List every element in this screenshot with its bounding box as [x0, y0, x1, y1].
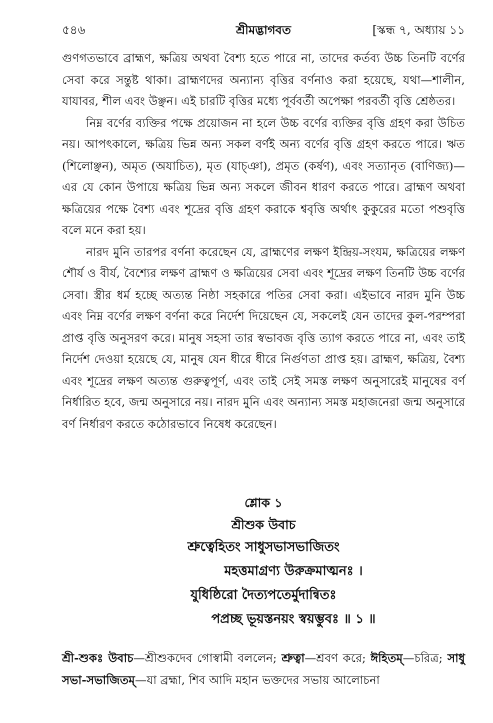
page-header — [62, 20, 465, 40]
synonym-meaning: চরিত্র; — [414, 651, 443, 665]
synonym-meaning: যা ব্রহ্মা, শিব আদি মহান ভক্তদের সভায় আলোচনা — [146, 672, 380, 687]
verse-line: মহত্তমাগ্রণ্য উরুক্রমাত্মনঃ । — [224, 564, 363, 579]
synonym-term: শ্রী-শুকঃ উবাচ — [62, 651, 134, 665]
verse-line: যুধিষ্ঠিরো দৈত্যপতের্মুদান্বিতঃ — [190, 588, 337, 603]
synonym-term: ঈহিতম্ — [370, 651, 403, 665]
purport-text — [62, 48, 465, 435]
page-number: ৫৪৬ — [62, 23, 86, 37]
synonym-term: শ্রুত্বা — [281, 651, 305, 665]
synonym-term: সাধু সভা-সভাজিতম্ — [62, 651, 465, 687]
synonyms-section: শ্রী-শুকঃ উবাচ—শ্রীশুকদেব গোস্বামী বললেন; শ্রুত্বা—শ্রবণ করে; ঈহিতম্—চরিত্র; সাধু সভা-সভাজিতম্—যা ব্রহ্মা, শিব আদি মহান ভক্তদের সভায় আলোচনা — [62, 651, 465, 687]
synonym-meaning: শ্রবণ করে; — [316, 651, 366, 665]
verse-line: শ্রুত্বেহিতং সাধুসভাসভাজিতং — [187, 540, 340, 555]
verse-line: পপ্রচ্ছ ভূয়স্তনয়ং স্বয়ম্ভুবঃ ॥ ১ ॥ — [211, 612, 376, 627]
paragraph-continued: গুণগতভাবে ব্রাহ্মণ, ক্ষত্রিয় অথবা বৈশ্য হতে পারে না, তাদের কর্তব্য উচ্চ তিনটি বর্ণের সেবা করে সন্তুষ্ট থাকা। ব্রাহ্মণদের অন্যান্য বৃত্তির বর্ণনাও করা হয়েছে, যথা—শালীন, যাযাবর, শীল এবং উঞ্ছন। এই চারটি বৃত্তির মধ্যে পূর্ববর্তী অপেক্ষা পরবর্তী বৃত্তি শ্রেষ্ঠতর। — [62, 51, 465, 108]
paragraph: নারদ মুনি তারপর বর্ণনা করেছেন যে, ব্রাহ্মণের লক্ষণ ইন্দ্রিয়-সংযম, ক্ষত্রিয়ের লক্ষণ শৌর্য ও বীর্য, বৈশ্যের লক্ষণ ব্রাহ্মণ ও ক্ষত্রিয়ের সেবা এবং শূদ্রের লক্ষণ তিনটি উচ্চ বর্ণের সেবা। স্ত্রীর ধর্ম হচ্ছে অত্যন্ত নিষ্ঠা সহকারে পতির সেবা করা। এইভাবে নারদ মুনি উচ্চ এবং নিম্ন বর্ণের লক্ষণ বর্ণনা করে নির্দেশ দিয়েছেন যে, সকলেই যেন তাদের কুল-পরম্পরা প্রাপ্ত বৃত্তি অনুসরণ করে। মানুষ সহসা তার স্বভাবজ বৃত্তি ত্যাগ করতে পারে না, এবং তাই নির্দেশ দেওয়া হয়েছে যে, মানুষ যেন ধীরে ধীরে নির্গুণতা প্রাপ্ত হয়। ব্রাহ্মণ, ক্ষত্রিয়, বৈশ্য এবং শূদ্রের লক্ষণ অত্যন্ত গুরুত্বপূর্ণ, এবং তাই সেই সমস্ত লক্ষণ অনুসারেই মানুষের বর্ণ নির্ধারিত হবে, জন্ম অনুসারে নয়। নারদ মুনি এবং অন্যান্য সমস্ত মহাজনেরা জন্ম অনুসারে বর্ণ নির্ধারণ করতে কঠোরভাবে নিষেধ করেছেন। — [62, 244, 465, 431]
verse-speaker: শ্রীশুক উবাচ — [231, 517, 296, 532]
verse-label: শ্লোক ১ — [244, 495, 283, 510]
synonym-meaning: শ্রীশুকদেব গোস্বামী বললেন; — [144, 651, 277, 665]
verse-block — [62, 492, 465, 632]
book-title: শ্রীমদ্ভাগবত — [235, 23, 291, 37]
paragraph: নিম্ন বর্ণের ব্যক্তির পক্ষে প্রয়োজন না হলে উচ্চ বর্ণের ব্যক্তির বৃত্তি গ্রহণ করা উচিত নয়। আপৎকালে, ক্ষত্রিয় ভিন্ন অন্য সকল বর্ণই অন্য বর্ণের বৃত্তি গ্রহণ করতে পারে। ঋত (শিলোঞ্ছন), অমৃত (অযাচিত), মৃত (যাচ্‌ঞা), প্রমৃত (কর্ষণ), এবং সত্যানৃত (বাণিজ্য)—এর যে কোন উপায়ে ক্ষত্রিয় ভিন্ন অন্য সকলে জীবন ধারণ করতে পারে। ব্রাহ্মণ অথবা ক্ষত্রিয়ের পক্ষে বৈশ্য এবং শূদ্রের বৃত্তি গ্রহণ করাকে শ্ববৃত্তি অর্থাৎ কুকুরের মতো পশুবৃত্তি বলে মনে করা হয়। — [62, 115, 465, 237]
chapter-reference: [স্কন্ধ ৭, অধ্যায় ১১ — [372, 23, 465, 37]
